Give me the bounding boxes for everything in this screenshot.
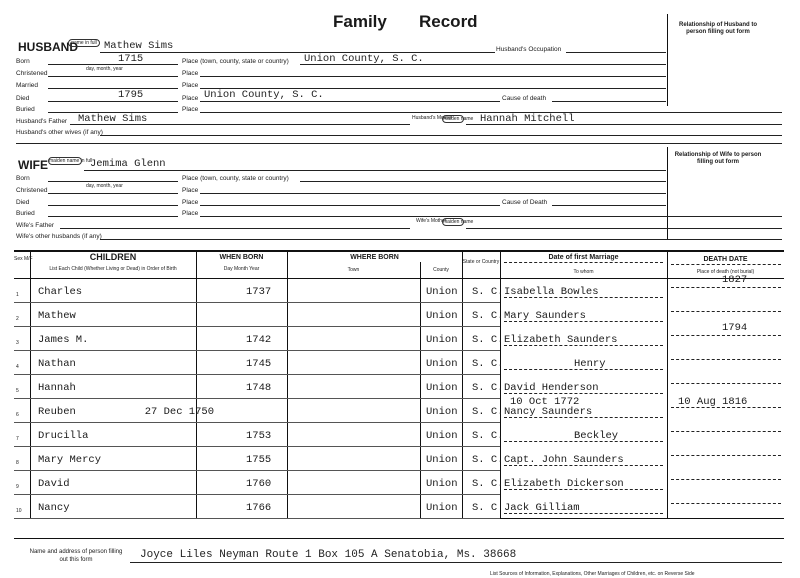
header-where-born: WHERE BORN [350, 254, 399, 261]
header-marriage: Date of first Marriage [548, 254, 619, 261]
child-name: David [38, 478, 70, 490]
child-name: Hannah [38, 382, 76, 394]
husband-occupation-line [566, 52, 666, 53]
child-county: Union [426, 382, 458, 394]
child-born: 1748 [246, 382, 272, 394]
wife-born-place-line [300, 181, 666, 182]
husband-born-place-line [300, 64, 666, 65]
wife-born-label: Born [16, 175, 30, 182]
relationship-wife-box-border [667, 147, 668, 239]
wife-buried-place-label: Place [182, 210, 199, 217]
husband-born-date: 1715 [118, 53, 144, 65]
death-dash-line [671, 407, 781, 408]
wife-born-place-label: Place (town, county, state or country) [182, 175, 289, 182]
wife-father-line [60, 228, 410, 229]
child-spouse: Henry [574, 358, 606, 370]
wife-buried-label: Buried [16, 210, 35, 217]
husband-father-label: Husband's Father [16, 118, 68, 125]
husband-mother-maiden-label: maiden name [443, 116, 474, 122]
husband-born-place-label: Place (town, county, state or country) [182, 58, 289, 65]
husband-born-label: Born [16, 58, 30, 65]
child-county: Union [426, 334, 458, 346]
child-state: S. C. [472, 454, 504, 466]
wife-christened-line [48, 193, 178, 194]
footer-value-line [130, 562, 782, 563]
relationship-wife-label: Relationship of Wife to person filling out form [674, 152, 762, 165]
death-dash-line [671, 311, 781, 312]
child-number: 5 [16, 388, 19, 394]
child-born: 1753 [246, 430, 272, 442]
header-sex: Sex M/F [14, 256, 33, 262]
husband-married-line [48, 88, 178, 89]
child-name: Reuben [38, 406, 76, 418]
husband-died-date: 1795 [118, 89, 144, 101]
marriage-dash-line [504, 321, 663, 322]
wife-died-place-label: Place [182, 199, 199, 206]
child-county: Union [426, 406, 458, 418]
wife-died-line [48, 205, 178, 206]
child-county: Union [426, 286, 458, 298]
child-state: S. C. [472, 334, 504, 346]
husband-mother-label: Husband's Mother [412, 115, 453, 121]
header-children-sub: List Each Child (Whether Living or Dead) in Order of Birth [49, 266, 177, 272]
wife-other-husbands-line [100, 239, 782, 240]
child-county: Union [426, 310, 458, 322]
wife-date-hint: day, month, year [86, 183, 123, 189]
child-name: Charles [38, 286, 83, 298]
child-number: 6 [16, 412, 19, 418]
child-state: S. C [472, 502, 498, 514]
husband-mother: Hannah Mitchell [480, 113, 575, 125]
child-spouse: Elizabeth Dickerson [504, 478, 624, 490]
child-born: 27 Dec 1750 [144, 406, 214, 418]
husband-buried-place-label: Place [182, 106, 199, 113]
husband-cause-label: Cause of death [502, 95, 547, 102]
child-name: Drucilla [38, 430, 89, 442]
child-state: S. C. [472, 382, 504, 394]
child-name: James M. [38, 334, 89, 346]
husband-date-hint: day, month, year [86, 66, 123, 72]
child-state: S. C. [472, 310, 504, 322]
child-death: 1827 [722, 274, 748, 286]
footer-top-line [14, 538, 784, 539]
wife-cause-line [552, 205, 666, 206]
child-number: 7 [16, 436, 19, 442]
wife-father-label: Wife's Father [16, 222, 55, 229]
husband-name: Mathew Sims [104, 40, 174, 52]
death-dash-line [671, 479, 781, 480]
child-spouse: Elizabeth Saunders [504, 334, 618, 346]
header-when-born-sub: Day Month Year [223, 266, 260, 272]
child-born: 1760 [246, 478, 272, 490]
table-row [14, 422, 784, 446]
child-born: 1766 [246, 502, 272, 514]
husband-died-place: Union County, S. C. [204, 89, 324, 101]
child-spouse: Capt. John Saunders [504, 454, 624, 466]
wife-christened-place-label: Place [182, 187, 199, 194]
child-spouse: Mary Saunders [504, 310, 586, 322]
wife-maiden-name-label: maiden name in full [49, 158, 93, 164]
child-spouse: David Henderson [504, 382, 599, 394]
death-dash-line [671, 431, 781, 432]
wife-mother-maiden-label: maiden name [443, 219, 474, 225]
death-dash-line [671, 335, 781, 336]
wife-name: Jemima Glenn [90, 158, 166, 170]
marriage-dash-line [504, 345, 663, 346]
child-state: S. C. [472, 358, 504, 370]
child-county: Union [426, 502, 458, 514]
wife-cause-label: Cause of Death [502, 199, 548, 206]
husband-extra-line [16, 143, 782, 144]
child-number: 4 [16, 364, 19, 370]
header-town: Town [347, 267, 360, 273]
child-death: 1794 [722, 322, 748, 334]
husband-other-wives-line [100, 135, 782, 136]
death-dash-line [671, 455, 781, 456]
husband-father-line [70, 124, 410, 125]
child-spouse: Isabella Bowles [504, 286, 599, 298]
husband-died-place-line [200, 101, 500, 102]
wife-section-label: WIFE [18, 158, 48, 172]
header-state: State or Country [462, 259, 500, 265]
table-row [14, 374, 784, 398]
death-dash-line [671, 503, 781, 504]
husband-died-label: Died [16, 95, 30, 102]
child-county: Union [426, 430, 458, 442]
header-to-whom: To whom [573, 269, 594, 275]
footer-value: Joyce Liles Neyman Route 1 Box 105 A Senatobia, Ms. 38668 [140, 549, 517, 561]
table-row [14, 350, 784, 374]
wife-mother-line [466, 228, 782, 229]
husband-died-date-line [48, 101, 178, 102]
table-row [14, 446, 784, 470]
death-dash-line [671, 287, 781, 288]
husband-buried-label: Buried [16, 106, 35, 113]
child-number: 8 [16, 460, 19, 466]
child-name: Nancy [38, 502, 70, 514]
relationship-husband-label: Relationship of Husband to person filling out form [679, 22, 757, 35]
child-state: S. C. [472, 406, 504, 418]
relationship-box-border [667, 14, 668, 106]
header-death-sub: Place of death (not burial) [696, 269, 755, 275]
header-county: County [433, 267, 449, 273]
husband-christened-label: Christened [16, 70, 48, 77]
table-row [14, 470, 784, 494]
wife-buried-line [48, 216, 178, 217]
wife-christened-label: Christened [16, 187, 48, 194]
marriage-header-dash [504, 262, 663, 263]
marriage-dash-line [504, 441, 663, 442]
death-dash-line [671, 383, 781, 384]
marriage-dash-line [504, 369, 663, 370]
header-children: CHILDREN [89, 252, 137, 262]
child-born: 1755 [246, 454, 272, 466]
death-header-dash [671, 264, 781, 265]
form-title-family: Family [333, 12, 387, 31]
child-number: 10 [16, 508, 22, 514]
table-row [14, 302, 784, 326]
husband-name-line [100, 52, 495, 53]
child-county: Union [426, 454, 458, 466]
footer-label: Name and address of person filling out this form [29, 549, 123, 563]
table-row [14, 322, 784, 350]
child-state: S. C. [472, 286, 504, 298]
child-name: Mathew [38, 310, 76, 322]
husband-christened-place-label: Place [182, 70, 199, 77]
child-number: 9 [16, 484, 19, 490]
child-number: 1 [16, 292, 19, 298]
wife-died-place-line [200, 205, 500, 206]
husband-occupation-label: Husband's Occupation [496, 46, 562, 53]
header-when-born: WHEN BORN [219, 254, 264, 261]
child-state: S. C. [472, 430, 504, 442]
wife-christened-place-line [200, 193, 666, 194]
child-death: 10 Aug 1816 [678, 396, 748, 408]
wife-died-label: Died [16, 199, 30, 206]
marriage-dash-line [504, 489, 663, 490]
wife-name-line [84, 170, 666, 171]
marriage-dash-line [504, 513, 663, 514]
husband-section-label: HUSBAND [18, 40, 78, 54]
table-row [14, 274, 784, 302]
death-dash-line [671, 359, 781, 360]
husband-christened-line [48, 76, 178, 77]
child-state: S. C. [472, 478, 504, 490]
table-row [14, 494, 784, 518]
child-name: Nathan [38, 358, 76, 370]
child-born: 1737 [246, 286, 272, 298]
child-spouse: Jack Gilliam [504, 502, 580, 514]
form-title-record: Record [419, 12, 478, 31]
table-row [14, 398, 784, 422]
child-county: Union [426, 478, 458, 490]
child-born: 1742 [246, 334, 272, 346]
marriage-dash-line [504, 393, 663, 394]
child-born: 1745 [246, 358, 272, 370]
footer-sources: List Sources of Information, Explanations, Other Marriages of Children, etc. on Reverse Side [490, 571, 695, 577]
husband-christened-place-line [200, 76, 666, 77]
child-county: Union [426, 358, 458, 370]
husband-other-wives-label: Husband's other wives (if any) [16, 129, 103, 136]
wife-other-husbands-label: Wife's other husbands (if any) [16, 233, 102, 240]
child-name: Mary Mercy [38, 454, 102, 466]
husband-father: Mathew Sims [78, 113, 148, 125]
wife-mother-label: Wife's Mother [416, 218, 447, 224]
husband-name-in-full-label: name in full [68, 39, 100, 47]
child-spouse: Beckley [574, 430, 619, 442]
marriage-dash-line [504, 417, 663, 418]
wife-buried-place-line [200, 216, 782, 217]
row-separator [14, 518, 500, 519]
marriage-dash-line [504, 297, 663, 298]
child-number: 2 [16, 316, 19, 322]
husband-cause-line [552, 101, 666, 102]
header-death-date: DEATH DATE [703, 256, 748, 263]
husband-married-label: Married [16, 82, 39, 89]
husband-mother-line [466, 124, 782, 125]
child-marriage-date: 10 Oct 1772 [510, 396, 580, 408]
husband-died-place-label: Place [182, 95, 199, 102]
child-number: 3 [16, 340, 19, 346]
husband-married-place-label: Place [182, 82, 199, 89]
child-spouse: Nancy Saunders [504, 406, 593, 418]
husband-born-place: Union County, S. C. [304, 53, 424, 65]
marriage-dash-line [504, 465, 663, 466]
